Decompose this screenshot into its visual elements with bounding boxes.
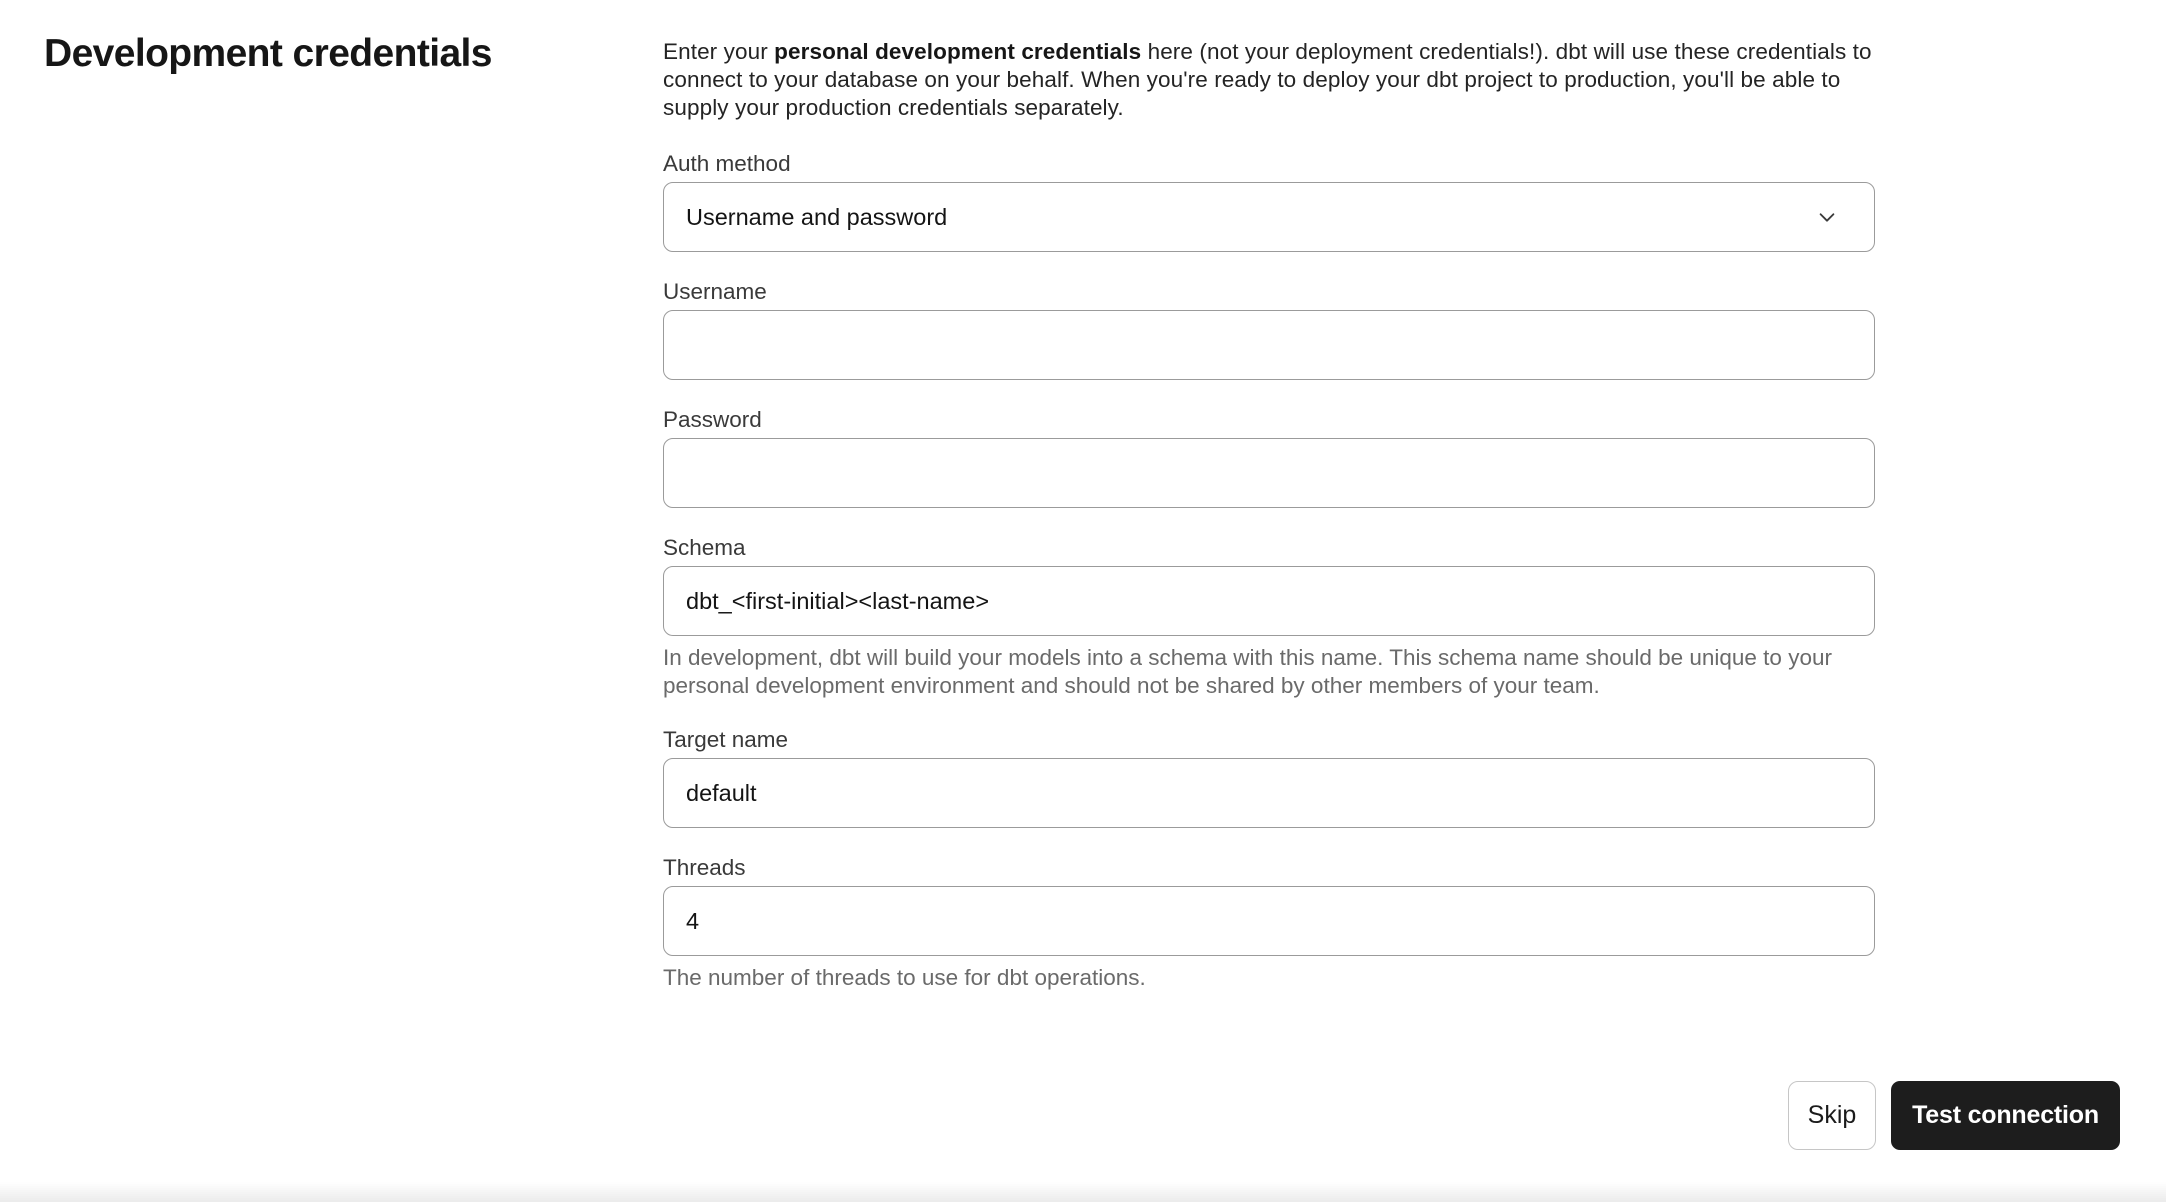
page-title: Development credentials xyxy=(44,32,492,75)
schema-field xyxy=(663,534,1875,700)
username-input[interactable] xyxy=(663,310,1875,380)
auth-method-select[interactable] xyxy=(663,182,1875,252)
threads-input[interactable] xyxy=(663,886,1875,956)
threads-field xyxy=(663,854,1875,992)
description-bold: personal development credentials xyxy=(774,39,1142,64)
target-name-label: Target name xyxy=(663,727,789,752)
target-name-input[interactable] xyxy=(663,758,1875,828)
username-field xyxy=(663,278,1875,380)
description-prefix: Enter your xyxy=(663,39,775,64)
schema-input[interactable] xyxy=(663,566,1875,636)
password-field xyxy=(663,406,1875,508)
password-input[interactable] xyxy=(663,438,1875,508)
threads-label: Threads xyxy=(663,855,746,880)
username-label: Username xyxy=(663,279,767,304)
auth-method-label: Auth method xyxy=(663,151,791,176)
auth-method-field xyxy=(663,150,1875,252)
schema-help-text: In development, dbt will build your models into a schema with this name. This schema name should be unique to your personal development environment and should not be shared by other members of your team. xyxy=(663,645,1832,698)
password-label: Password xyxy=(663,407,762,432)
auth-method-selected-value: Username and password xyxy=(686,203,948,230)
footer-actions xyxy=(1788,1081,2120,1150)
schema-label: Schema xyxy=(663,535,746,560)
chevron-down-icon xyxy=(1816,206,1838,228)
bottom-content-edge xyxy=(0,1182,2166,1202)
target-name-field xyxy=(663,726,1875,828)
intro-description xyxy=(663,38,1875,122)
test-connection-button[interactable]: Test connection xyxy=(1891,1081,2120,1150)
description-suffix: here (not your deployment credentials!). dbt will use these credentials to connect to your database on your behalf. When you're ready to deploy your dbt project to production, you'll be able to supply your production credentials separately. xyxy=(663,39,1872,120)
credentials-form xyxy=(663,38,1875,1018)
skip-button[interactable]: Skip xyxy=(1788,1081,1876,1150)
threads-help-text: The number of threads to use for dbt operations. xyxy=(663,965,1146,990)
